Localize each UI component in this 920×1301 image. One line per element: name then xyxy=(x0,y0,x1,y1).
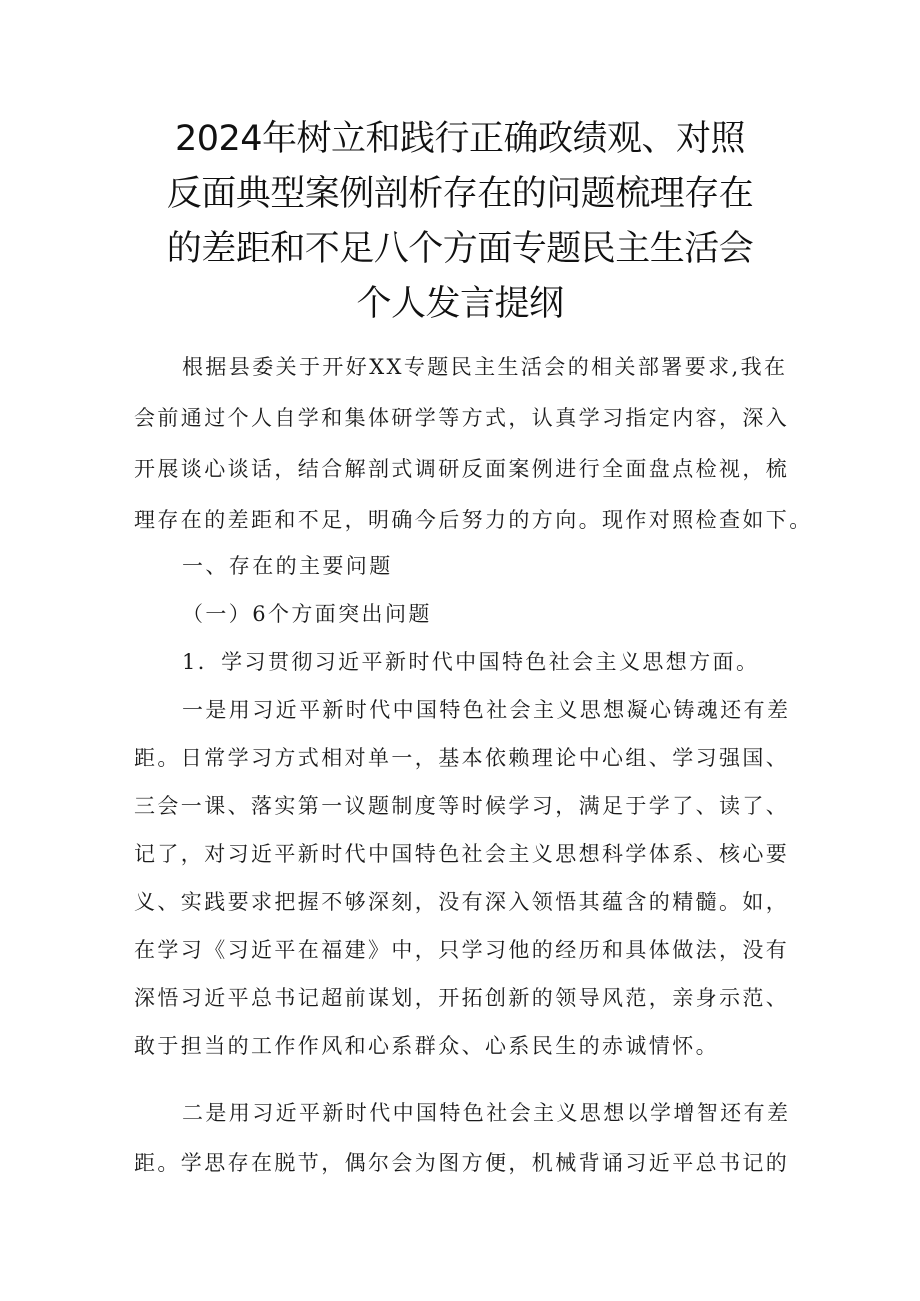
paragraph-two-line-2: 距。学思存在脱节，偶尔会为图方便，机械背诵习近平总书记的 xyxy=(134,1151,790,1175)
paragraph-intro-line-3: 开展谈心谈话，结合解剖式调研反面案例进行全面盘点检视，梳 xyxy=(134,457,790,481)
document-title xyxy=(120,112,800,332)
paragraph-one-line-7: 深悟习近平总书记超前谋划，开拓创新的领导风范，亲身示范、 xyxy=(134,986,790,1010)
paragraph-one-line-8: 敢于担当的工作作风和心系群众、心系民生的赤诚情怀。 xyxy=(134,1034,719,1058)
paragraph-one-line-5: 义、实践要求把握不够深刻，没有深入领悟其蕴含的精髓。如， xyxy=(134,890,790,914)
title-line-1: 2024年树立和践行正确政绩观、对照 xyxy=(174,119,746,159)
paragraph-one-line-1: 一是用习近平新时代中国特色社会主义思想凝心铸魂还有差 xyxy=(182,698,791,722)
title-line-4: 个人发言提纲 xyxy=(356,284,564,324)
item-heading-1: 1．学习贯彻习近平新时代中国特色社会主义思想方面。 xyxy=(182,650,760,674)
paragraph-one-line-2: 距。日常学习方式相对单一，基本依赖理论中心组、学习强国、 xyxy=(134,746,790,770)
paragraph-intro-line-4: 理存在的差距和不足，明确今后努力的方向。现作对照检查如下。 xyxy=(134,508,813,532)
paragraph-intro-line-2: 会前通过个人自学和集体研学等方式，认真学习指定内容，深入 xyxy=(134,406,790,430)
paragraph-one-line-4: 记了，对习近平新时代中国特色社会主义思想科学体系、核心要 xyxy=(134,842,790,866)
paragraph-one-line-6: 在学习《习近平在福建》中，只学习他的经历和具体做法，没有 xyxy=(134,938,790,962)
paragraph-one-line-3: 三会一课、落实第一议题制度等时候学习，满足于学了、读了、 xyxy=(134,794,790,818)
subsection-heading-1: （一）6个方面突出问题 xyxy=(182,602,432,626)
paragraph-intro-line-1: 根据县委关于开好XX专题民主生活会的相关部署要求,我在 xyxy=(182,355,788,379)
title-line-3: 的差距和不足八个方面专题民主生活会 xyxy=(166,229,754,269)
section-heading-1: 一、存在的主要问题 xyxy=(182,554,393,578)
title-line-2: 反面典型案例剖析存在的问题梳理存在 xyxy=(166,174,754,214)
paragraph-two-line-1: 二是用习近平新时代中国特色社会主义思想以学增智还有差 xyxy=(182,1101,791,1125)
